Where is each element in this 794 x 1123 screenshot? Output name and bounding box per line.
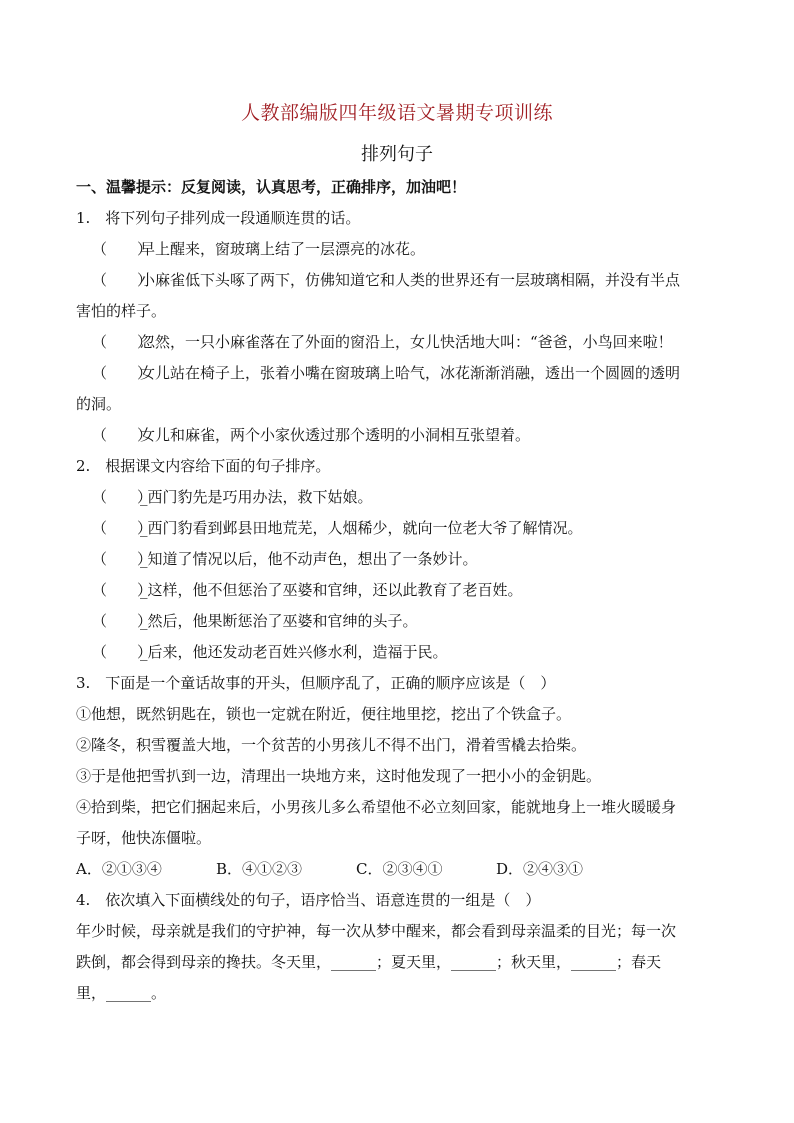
q3-options (76, 854, 726, 885)
answer-bracket: （ ） (92, 271, 153, 289)
answer-bracket: （ ） (92, 426, 153, 444)
q3-item-4: ④拾到柴，把它们捆起来后，小男孩儿多么希望他不必立刻回家，能就地身上一堆火暖暖身 (76, 798, 677, 816)
question-1-stem: 1. 将下列句子排列成一段通顺连贯的话。 (76, 209, 361, 227)
q2-item-text: _西门豹看到邺县田地荒芜，人烟稀少，就向一位老大爷了解情况。 (140, 519, 583, 537)
option-d: D．②④③① (496, 860, 584, 878)
q1-item-5 (76, 420, 726, 451)
q3-item-1: ①他想，既然钥匙在，锁也一定就在附近，便往地里挖，挖出了个铁盒子。 (76, 705, 572, 723)
q1-item-1 (76, 234, 726, 265)
q2-item-5 (76, 606, 726, 637)
q1-item-4 (76, 358, 726, 389)
option-c: C．②③④① (356, 860, 443, 878)
section-heading: 一、温馨提示：反复阅读，认真思考，正确排序，加油吧！ (76, 178, 467, 196)
q3-item-3: ③于是他把雪扒到一边，清理出一块地方来，这时他发现了一把小小的金钥匙。 (76, 767, 602, 785)
question-3-stem: 3. 下面是一个童话故事的开头，但顺序乱了，正确的顺序应该是（ ） (76, 674, 556, 692)
q1-item-2 (76, 265, 726, 296)
option-b: B．④①②③ (216, 860, 303, 878)
q2-item-3 (76, 544, 726, 575)
answer-bracket: （ ） (92, 581, 153, 599)
answer-bracket: （ ） (92, 333, 153, 351)
document-body (76, 172, 726, 1009)
q2-item-text: _知道了情况以后，他不动声色，想出了一条妙计。 (140, 550, 478, 568)
q4-passage-line-3: 里，______。 (76, 984, 167, 1002)
answer-bracket: （ ） (92, 643, 153, 661)
q3-item-4-continuation: 子呀，他快冻僵啦。 (76, 829, 212, 847)
answer-bracket: （ ） (92, 519, 153, 537)
q3-item-2: ②隆冬，积雪覆盖大地，一个贫苦的小男孩儿不得不出门，滑着雪橇去拾柴。 (76, 736, 587, 754)
option-a: A．②①③④ (76, 860, 162, 878)
q2-item-text: _后来，他还发动老百姓兴修水利，造福于民。 (140, 643, 448, 661)
question-4-stem: 4. 依次填入下面横线处的句子，语序恰当、语意连贯的一组是（ ） (76, 891, 541, 909)
q2-item-text: _这样，他不但惩治了巫婆和官绅，还以此教育了老百姓。 (140, 581, 523, 599)
q2-item-4 (76, 575, 726, 606)
question-2-stem: 2. 根据课文内容给下面的句子排序。 (76, 457, 331, 475)
answer-bracket: （ ） (92, 488, 153, 506)
answer-bracket: （ ） (92, 612, 153, 630)
q1-item-3 (76, 327, 726, 358)
q2-item-6 (76, 637, 726, 668)
q1-item-4-continuation: 的洞。 (76, 395, 122, 413)
document-title: 人教部编版四年级语文暑期专项训练 (240, 102, 553, 124)
q4-passage-line-2: 跌倒，都会得到母亲的搀扶。冬天里，______；夏天里，______；秋天里，______；春天 (76, 953, 662, 971)
q1-item-text: 女儿站在椅子上，张着小嘴在窗玻璃上哈气，冰花渐渐消融，透出一个圆圆的透明 (140, 364, 681, 382)
answer-bracket: （ ） (92, 364, 153, 382)
q1-item-2-continuation: 害怕的样子。 (76, 302, 167, 320)
q2-item-2 (76, 513, 726, 544)
q1-item-text: 早上醒来，窗玻璃上结了一层漂亮的冰花。 (140, 240, 426, 258)
q2-item-text: _西门豹先是巧用办法，救下姑娘。 (140, 488, 373, 506)
answer-bracket: （ ） (92, 240, 153, 258)
answer-bracket: （ ） (92, 550, 153, 568)
q2-item-1 (76, 482, 726, 513)
document-subtitle: 排列句子 (361, 144, 433, 165)
q1-item-text: 忽然，一只小麻雀落在了外面的窗沿上，女儿快活地大叫：“爸爸，小鸟回来啦！ (140, 333, 673, 351)
q2-item-text: _然后，他果断惩治了巫婆和官绅的头子。 (140, 612, 418, 630)
q4-passage-line-1: 年少时候，母亲就是我们的守护神，每一次从梦中醒来，都会看到母亲温柔的目光；每一次 (76, 922, 677, 940)
q1-item-text: 小麻雀低下头啄了两下，仿佛知道它和人类的世界还有一层玻璃相隔，并没有半点 (140, 271, 681, 289)
q1-item-text: 女儿和麻雀，两个小家伙透过那个透明的小洞相互张望着。 (140, 426, 531, 444)
